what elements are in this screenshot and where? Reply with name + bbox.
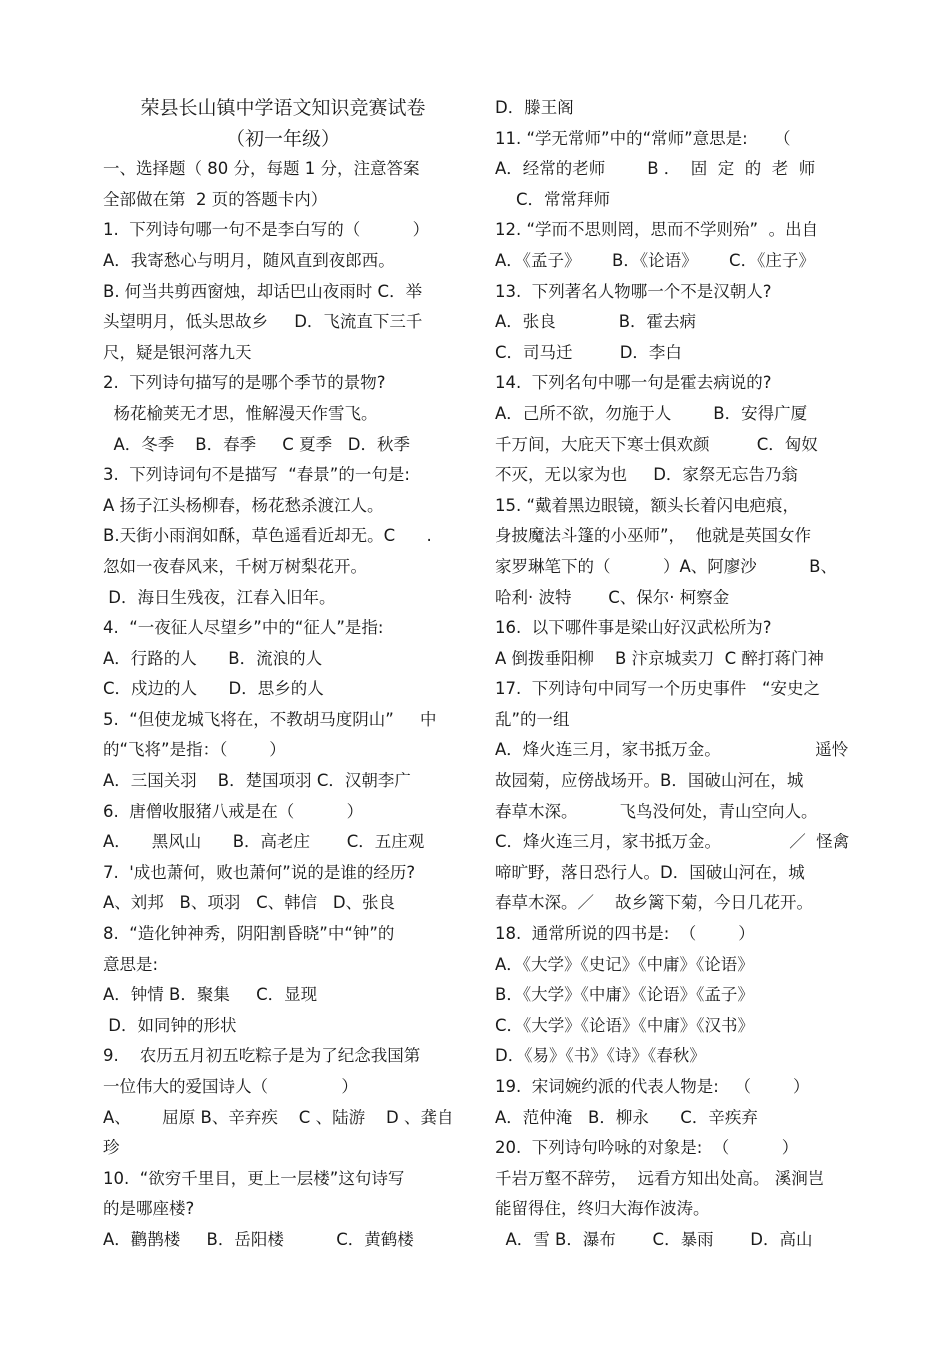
- text-line: A．鹳鹊楼 B．岳阳楼 C．黄鹤楼: [103, 1229, 414, 1249]
- text-line: A．己所不欲，勿施于人 B．安得广厦: [495, 403, 808, 423]
- text-line: 16. 以下哪件事是梁山好汉武松所为?: [495, 618, 772, 638]
- text-line: 能留得住，终归大海作波涛。: [495, 1199, 710, 1219]
- text-line: 8. “造化钟神秀，阴阳割昏晓”中“钟”的: [103, 924, 395, 944]
- text-line: 啼旷野，落日恐行人。D．国破山河在，城: [495, 862, 805, 882]
- exam-subtitle: （初一年级）: [225, 127, 340, 150]
- text-line: 千岩万壑不辞劳， 远看方知出处高。 溪涧岂: [495, 1168, 825, 1188]
- text-line: 春草木深。 飞鸟没何处，青山空向人。: [495, 801, 818, 821]
- text-line: 全部做在第 2 页的答题卡内）: [103, 189, 328, 209]
- text-line: A．烽火连三月，家书抵万金。 遥怜: [495, 740, 849, 760]
- text-line: D．如同钟的形状: [103, 1015, 237, 1035]
- text-line: 一位伟大的爱国诗人（ ）: [103, 1077, 358, 1096]
- text-line: 一、选择题（ 80 分，每题 1 分，注意答案: [103, 159, 420, 179]
- text-line: A．钟情 B．聚集 C．显现: [103, 985, 318, 1005]
- text-line: 头望明月，低头思故乡 D．飞流直下三千: [103, 312, 423, 332]
- text-line: A．张良 B．霍去病: [495, 312, 697, 332]
- text-line: 3. 下列诗词句不是描写 “春景”的一句是:: [103, 465, 410, 485]
- text-line: 不灭，无以家为也 D．家祭无忘告乃翁: [495, 465, 798, 485]
- text-line: C．《大学》《论语》《中庸》《汉书》: [495, 1015, 755, 1035]
- text-line: C．司马迁 D．李白: [495, 342, 682, 362]
- text-line: C．烽火连三月，家书抵万金。 ／ 怪禽: [495, 832, 850, 852]
- text-line: A 扬子江头杨柳春，杨花愁杀渡江人。: [103, 495, 384, 515]
- text-line: B．《大学》《中庸》《论语》《孟子》: [495, 985, 754, 1005]
- text-line: 14. 下列名句中哪一句是霍去病说的?: [495, 373, 772, 393]
- text-line: 故园菊，应傍战场开。B．国破山河在，城: [495, 771, 804, 791]
- text-line: 乱”的一组: [495, 709, 570, 729]
- text-line: 家罗琳笔下的（ ）A、阿廖沙 B、: [495, 556, 838, 576]
- text-line: A．我寄愁心与明月，随风直到夜郎西。: [103, 250, 395, 270]
- text-line: A．雪 B．瀑布 C．暴雨 D．高山: [495, 1229, 813, 1249]
- text-line: 千万间，大庇天下寒士俱欢颜 C．匈奴: [495, 434, 818, 454]
- text-line: D．《易》《书》《诗》《春秋》: [495, 1046, 706, 1066]
- text-line: 13. 下列著名人物哪一个不是汉朝人?: [495, 281, 772, 301]
- text-line: 1. 下列诗句哪一句不是李白写的（ ）: [103, 220, 430, 240]
- text-line: 17. 下列诗句中同写一个历史事件 “安史之: [495, 679, 821, 699]
- text-line: 意思是:: [103, 954, 159, 974]
- text-line: 忽如一夜春风来，千树万树梨花开。: [103, 556, 367, 576]
- left-column: [103, 93, 463, 1256]
- text-line: 珍: [103, 1138, 120, 1158]
- text-line: 5. “但使龙城飞将在，不教胡马度阴山” 中: [103, 709, 437, 729]
- text-line: 2. 下列诗句描写的是哪个季节的景物?: [103, 373, 386, 393]
- text-line: 6. 唐僧收服猪八戒是在（ ）: [103, 801, 364, 821]
- text-line: A、 屈原 B、辛弃疾 C 、陆游 D 、龚自: [103, 1107, 454, 1127]
- text-line: A． 黑风山 B．高老庄 C．五庄观: [103, 832, 425, 852]
- exam-title: 荣县长山镇中学语文知识竞赛试卷: [140, 97, 426, 119]
- text-line: D．海日生残夜，江春入旧年。: [103, 587, 336, 607]
- text-line: D．滕王阁: [495, 98, 574, 117]
- right-column: [495, 93, 855, 1256]
- text-line: 20. 下列诗句吟咏的对象是: （ ）: [495, 1138, 799, 1158]
- text-line: 尺，疑是银河落九天: [103, 342, 252, 362]
- text-line: 10. “欲穷千里目，更上一层楼”这句诗写: [103, 1168, 405, 1188]
- text-line: 19. 宋词婉约派的代表人物是: （ ）: [495, 1077, 810, 1096]
- text-line: 4. “一夜征人尽望乡”中的“征人”是指:: [103, 618, 384, 638]
- text-line: 身披魔法斗篷的小巫师”， 他就是英国女作: [495, 526, 812, 546]
- text-line: A．三国关羽 B．楚国项羽 C．汉朝李广: [103, 771, 411, 791]
- text-line: B.天街小雨润如酥，草色遥看近却无。C .: [103, 526, 432, 546]
- text-line: 的是哪座楼?: [103, 1199, 195, 1219]
- text-line: A．行路的人 B．流浪的人: [103, 648, 323, 668]
- text-line: A．《大学》《史记》《中庸》《论语》: [495, 954, 754, 974]
- text-line: B. 何当共剪西窗烛，却话巴山夜雨时 C．举: [103, 281, 423, 301]
- text-line: A．冬季 B．春季 C 夏季 D．秋季: [103, 434, 411, 454]
- text-line: 15. “戴着黑边眼镜，额头长着闪电疤痕，: [495, 495, 800, 515]
- text-line: 杨花榆荚无才思，惟解漫天作雪飞。: [103, 403, 378, 423]
- text-line: A 倒拨垂阳柳 B 汴京城卖刀 C 醉打蒋门神: [495, 648, 824, 668]
- text-line: 春草木深。／ 故乡篱下菊，今日几花开。: [495, 893, 813, 913]
- text-line: A．《孟子》 B．《论语》 C．《庄子》: [495, 250, 815, 270]
- text-line: A．范仲淹 B．柳永 C．辛疾弃: [495, 1107, 758, 1127]
- text-line: 的“飞将”是指：（ ）: [103, 740, 286, 760]
- text-line: 9. 农历五月初五吃粽子是为了纪念我国第: [103, 1046, 421, 1066]
- text-line: C．常常拜师: [495, 189, 611, 209]
- left-question-list: [103, 154, 463, 1255]
- text-line: A．经常的老师 B ． 固 定 的 老 师: [495, 159, 816, 179]
- text-line: 12. “学而不思则罔，思而不学则殆” 。出自: [495, 220, 819, 240]
- text-line: 18. 通常所说的四书是: （ ）: [495, 924, 755, 944]
- text-line: 哈利· 波特 C、保尔· 柯察金: [495, 587, 730, 607]
- text-line: A、刘邦 B、项羽 C、韩信 D、张良: [103, 893, 396, 913]
- text-line: 7. '成也萧何，败也萧何”说的是谁的经历?: [103, 862, 416, 882]
- text-line: C．戍边的人 D．思乡的人: [103, 679, 324, 699]
- text-line: 11. “学无常师”中的“常师”意思是: （: [495, 128, 791, 148]
- right-question-list: [495, 93, 855, 1256]
